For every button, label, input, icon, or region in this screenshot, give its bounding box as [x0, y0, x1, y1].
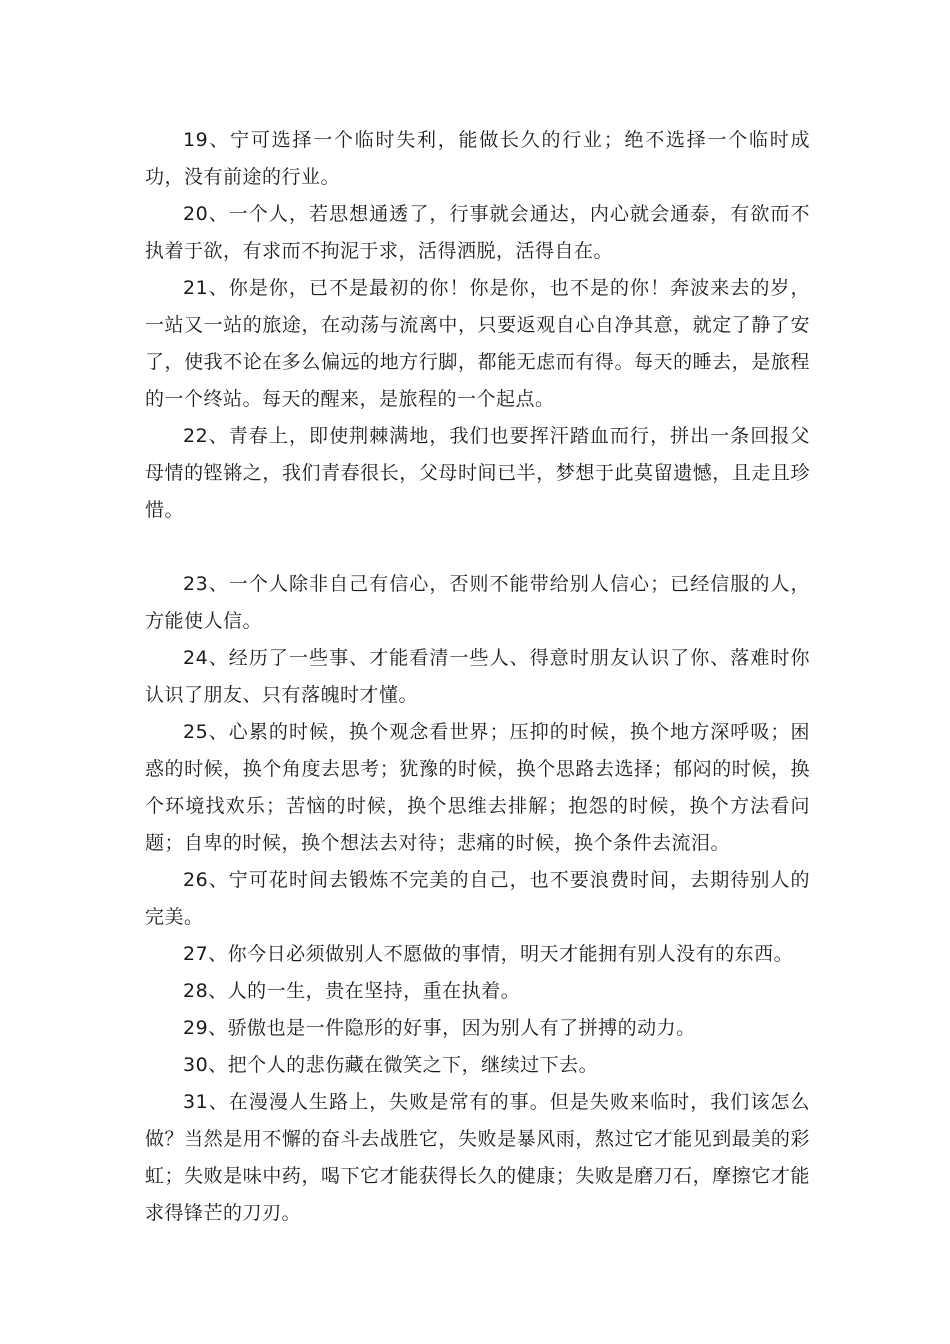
paragraph-29: 29、骄傲也是一件隐形的好事，因为别人有了拼搏的动力。 — [183, 1017, 696, 1039]
paragraph-28: 28、人的一生，贵在坚持，重在执着。 — [183, 980, 521, 1002]
paragraph-21: 21、你是你，已不是最初的你！你是你，也不是的你！奔波来去的岁，一站又一站的旅途，在动荡与流离中，只要返观自心自净其意，就定了静了安了，使我不论在多么偏远的地方行脚，都能无虑而有得。每天的睡去，是旅程的一个终站。每天的醒来，是旅程的一个起点。 — [145, 277, 810, 410]
paragraph-30: 30、把个人的悲伤藏在微笑之下，继续过下去。 — [183, 1054, 599, 1076]
paragraph-27: 27、你今日必须做别人不愿做的事情，明天才能拥有别人没有的东西。 — [183, 943, 794, 965]
document-body — [145, 122, 810, 1232]
paragraph-25: 25、心累的时候，换个观念看世界；压抑的时候，换个地方深呼吸；困惑的时候，换个角度去思考；犹豫的时候，换个思路去选择；郁闷的时候，换个环境找欢乐；苦恼的时候，换个思维去排解；抱怨的时候，换个方法看问题；自卑的时候，换个想法去对待；悲痛的时候，换个条件去流泪。 — [145, 721, 810, 854]
paragraph-19: 19、宁可选择一个临时失利，能做长久的行业；绝不选择一个临时成功，没有前途的行业。 — [145, 129, 810, 188]
paragraph-31: 31、在漫漫人生路上，失败是常有的事。但是失败来临时，我们该怎么做？当然是用不懈的奋斗去战胜它，失败是暴风雨，熬过它才能见到最美的彩虹；失败是味中药，喝下它才能获得长久的健康；失败是磨刀石，摩擦它才能求得锋芒的刀刃。 — [145, 1091, 810, 1224]
paragraph-24: 24、经历了一些事、才能看清一些人、得意时朋友认识了你、落难时你认识了朋友、只有落魄时才懂。 — [145, 647, 810, 706]
paragraph-26: 26、宁可花时间去锻炼不完美的自己，也不要浪费时间，去期待别人的完美。 — [145, 869, 810, 928]
paragraph-23: 23、一个人除非自己有信心，否则不能带给别人信心；已经信服的人，方能使人信。 — [145, 573, 810, 632]
paragraph-22: 22、青春上，即使荆棘满地，我们也要挥汗踏血而行，拼出一条回报父母情的铿锵之，我们青春很长，父母时间已半，梦想于此莫留遗憾，且走且珍惜。 — [145, 425, 810, 521]
paragraph-20: 20、一个人，若思想通透了，行事就会通达，内心就会通泰，有欲而不执着于欲，有求而不拘泥于求，活得洒脱，活得自在。 — [145, 203, 810, 262]
